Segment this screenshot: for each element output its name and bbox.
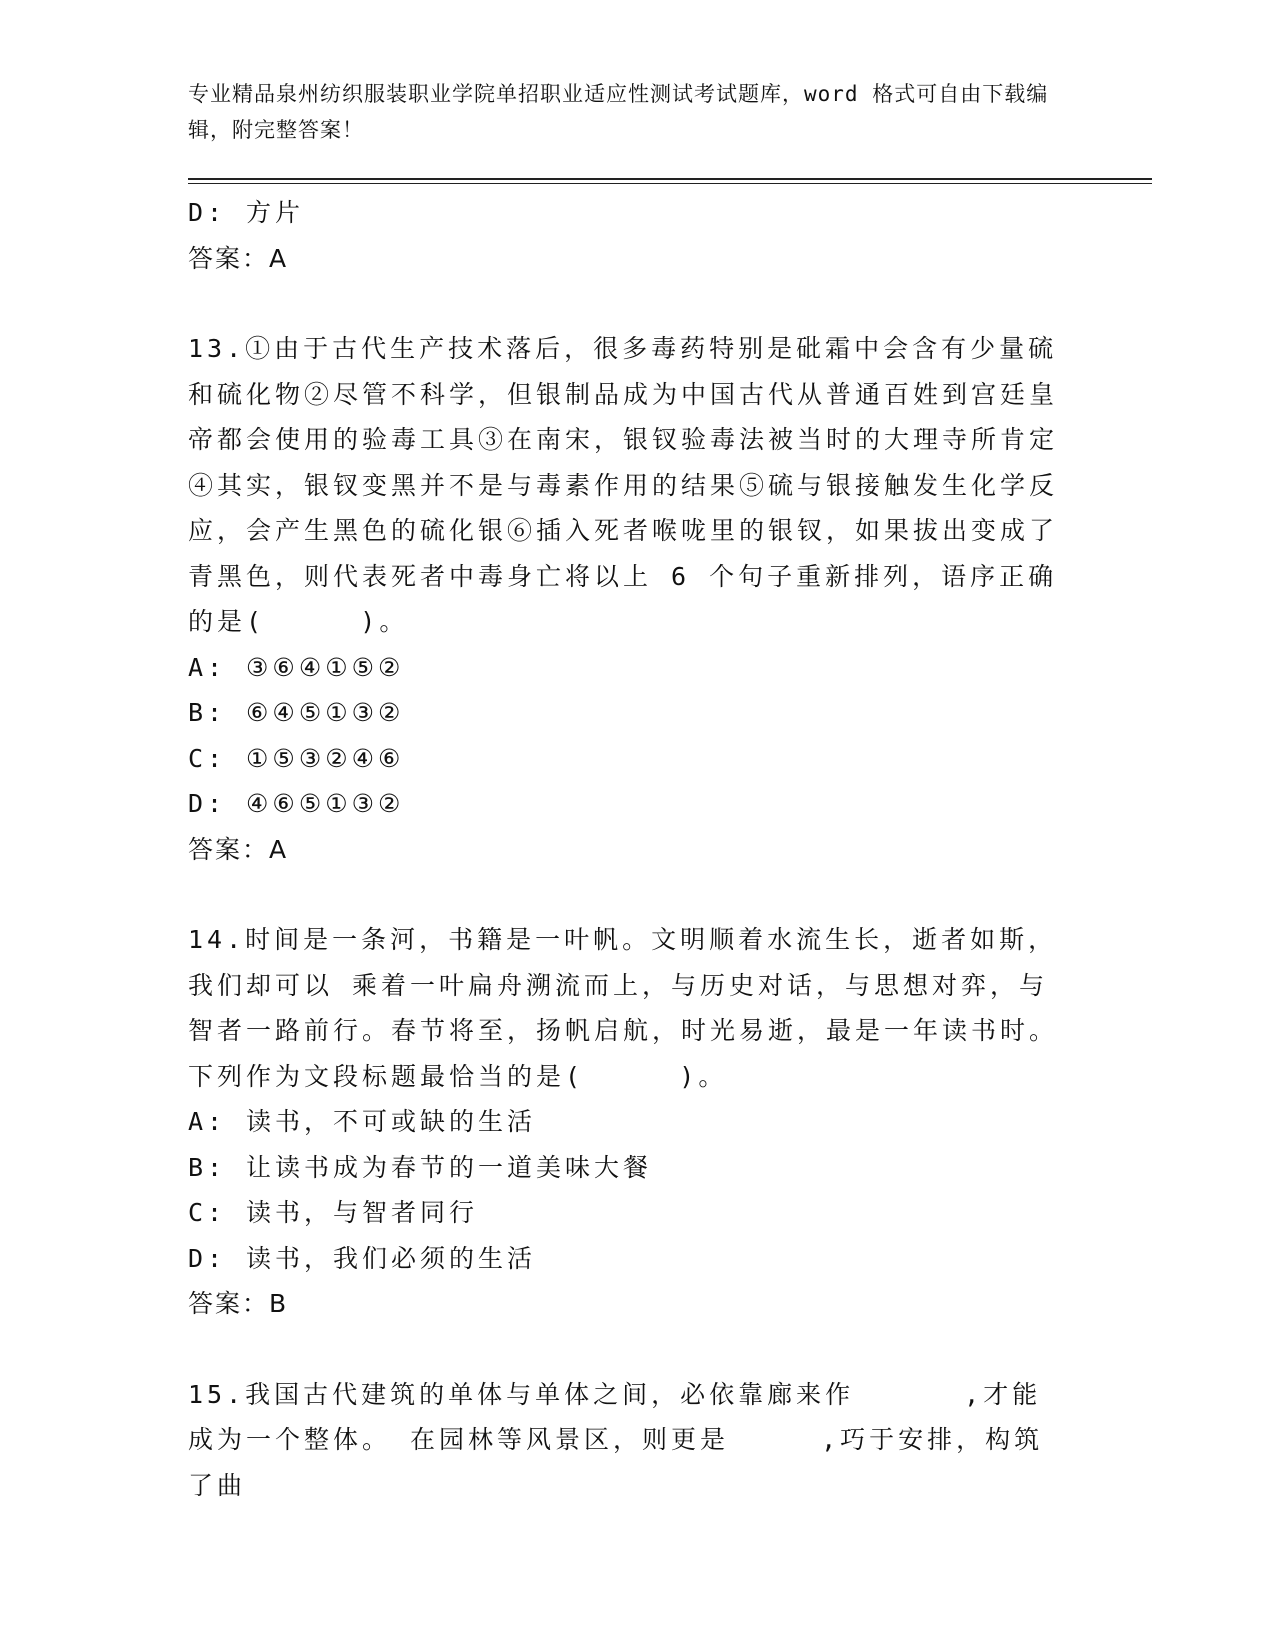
q15-text-part2: ,才能成为一个整体。 在园林等风景区，则更是 xyxy=(188,1379,1042,1454)
option-text: 读书，不可或缺的生活 xyxy=(246,1107,537,1136)
option-letter: C: xyxy=(188,1198,227,1227)
q13-option-d xyxy=(188,781,1088,827)
q14-option-a xyxy=(188,1099,1088,1145)
header-divider-thin xyxy=(188,183,1152,184)
q14-stem: 14.时间是一条河，书籍是一叶帆。文明顺着水流生长，逝者如斯，我们却可以 乘着一叶扁舟溯流而上，与历史对话，与思想对弈，与智者一路前行。春节将至，扬帆启航，时光易逝，最是一年读书时。下列作为文段标题最恰当的是( )。 xyxy=(188,925,1059,1091)
q13-option-a xyxy=(188,645,1088,691)
option-letter: B: xyxy=(188,698,227,727)
document-body xyxy=(188,190,1088,1508)
q13-stem: 13.①由于古代生产技术落后，很多毒药特别是砒霜中会含有少量硫和硫化物②尽管不科学，但银制品成为中国古代从普通百姓到宫廷皇帝都会使用的验毒工具③在南宋，银钗验毒法被当时的大理寺所肯定④其实，银钗变黑并不是与毒素作用的结果⑤硫与银接触发生化学反应，会产生黑色的硫化银⑥插入死者喉咙里的银钗，如果拔出变成了青黑色，则代表死者中毒身亡将以上 6 个句子重新排列，语序正确的是( )。 xyxy=(188,334,1059,636)
option-letter: A: xyxy=(188,652,227,682)
header-text: 专业精品泉州纺织服装职业学院单招职业适应性测试考试题库，word 格式可自由下载编辑，附完整答案！ xyxy=(188,82,1049,142)
option-letter: D: xyxy=(188,198,227,227)
q12-answer: 答案：A xyxy=(188,243,289,273)
header-divider-thick xyxy=(188,178,1152,180)
option-text: ①⑤③②④⑥ xyxy=(246,743,405,773)
option-text: 方片 xyxy=(246,198,305,227)
option-letter: A: xyxy=(188,1107,227,1136)
option-text: 读书，我们必须的生活 xyxy=(246,1243,537,1273)
q15-stem xyxy=(188,1372,1068,1509)
q14-answer: 答案：B xyxy=(188,1289,289,1318)
q13-option-c xyxy=(188,736,1088,782)
option-letter: C: xyxy=(188,743,227,773)
option-letter: D: xyxy=(188,789,227,818)
option-text: 读书，与智者同行 xyxy=(246,1198,479,1227)
q15-text-part1: 15.我国古代建筑的单体与单体之间，必依靠廊来作 xyxy=(188,1379,855,1409)
option-letter: D: xyxy=(188,1243,227,1273)
q14-option-b xyxy=(188,1145,1088,1191)
q13-option-b xyxy=(188,690,1088,736)
option-text: ⑥④⑤①③② xyxy=(246,698,405,727)
q14-option-d xyxy=(188,1236,1088,1282)
question-gap xyxy=(188,1327,1088,1372)
q13-answer: 答案：A xyxy=(188,834,289,864)
q12-option-d xyxy=(188,190,1088,236)
question-gap xyxy=(188,281,1088,326)
option-letter: B: xyxy=(188,1152,227,1182)
q15-text-part3: ,巧于安排，构筑了曲 xyxy=(188,1425,1044,1500)
option-text: ③⑥④①⑤② xyxy=(246,652,405,682)
question-gap xyxy=(188,872,1088,917)
option-text: ④⑥⑤①③② xyxy=(246,789,405,818)
q14-option-c xyxy=(188,1190,1088,1236)
option-text: 让读书成为春节的一道美味大餐 xyxy=(246,1152,653,1182)
document-header xyxy=(188,76,1088,148)
